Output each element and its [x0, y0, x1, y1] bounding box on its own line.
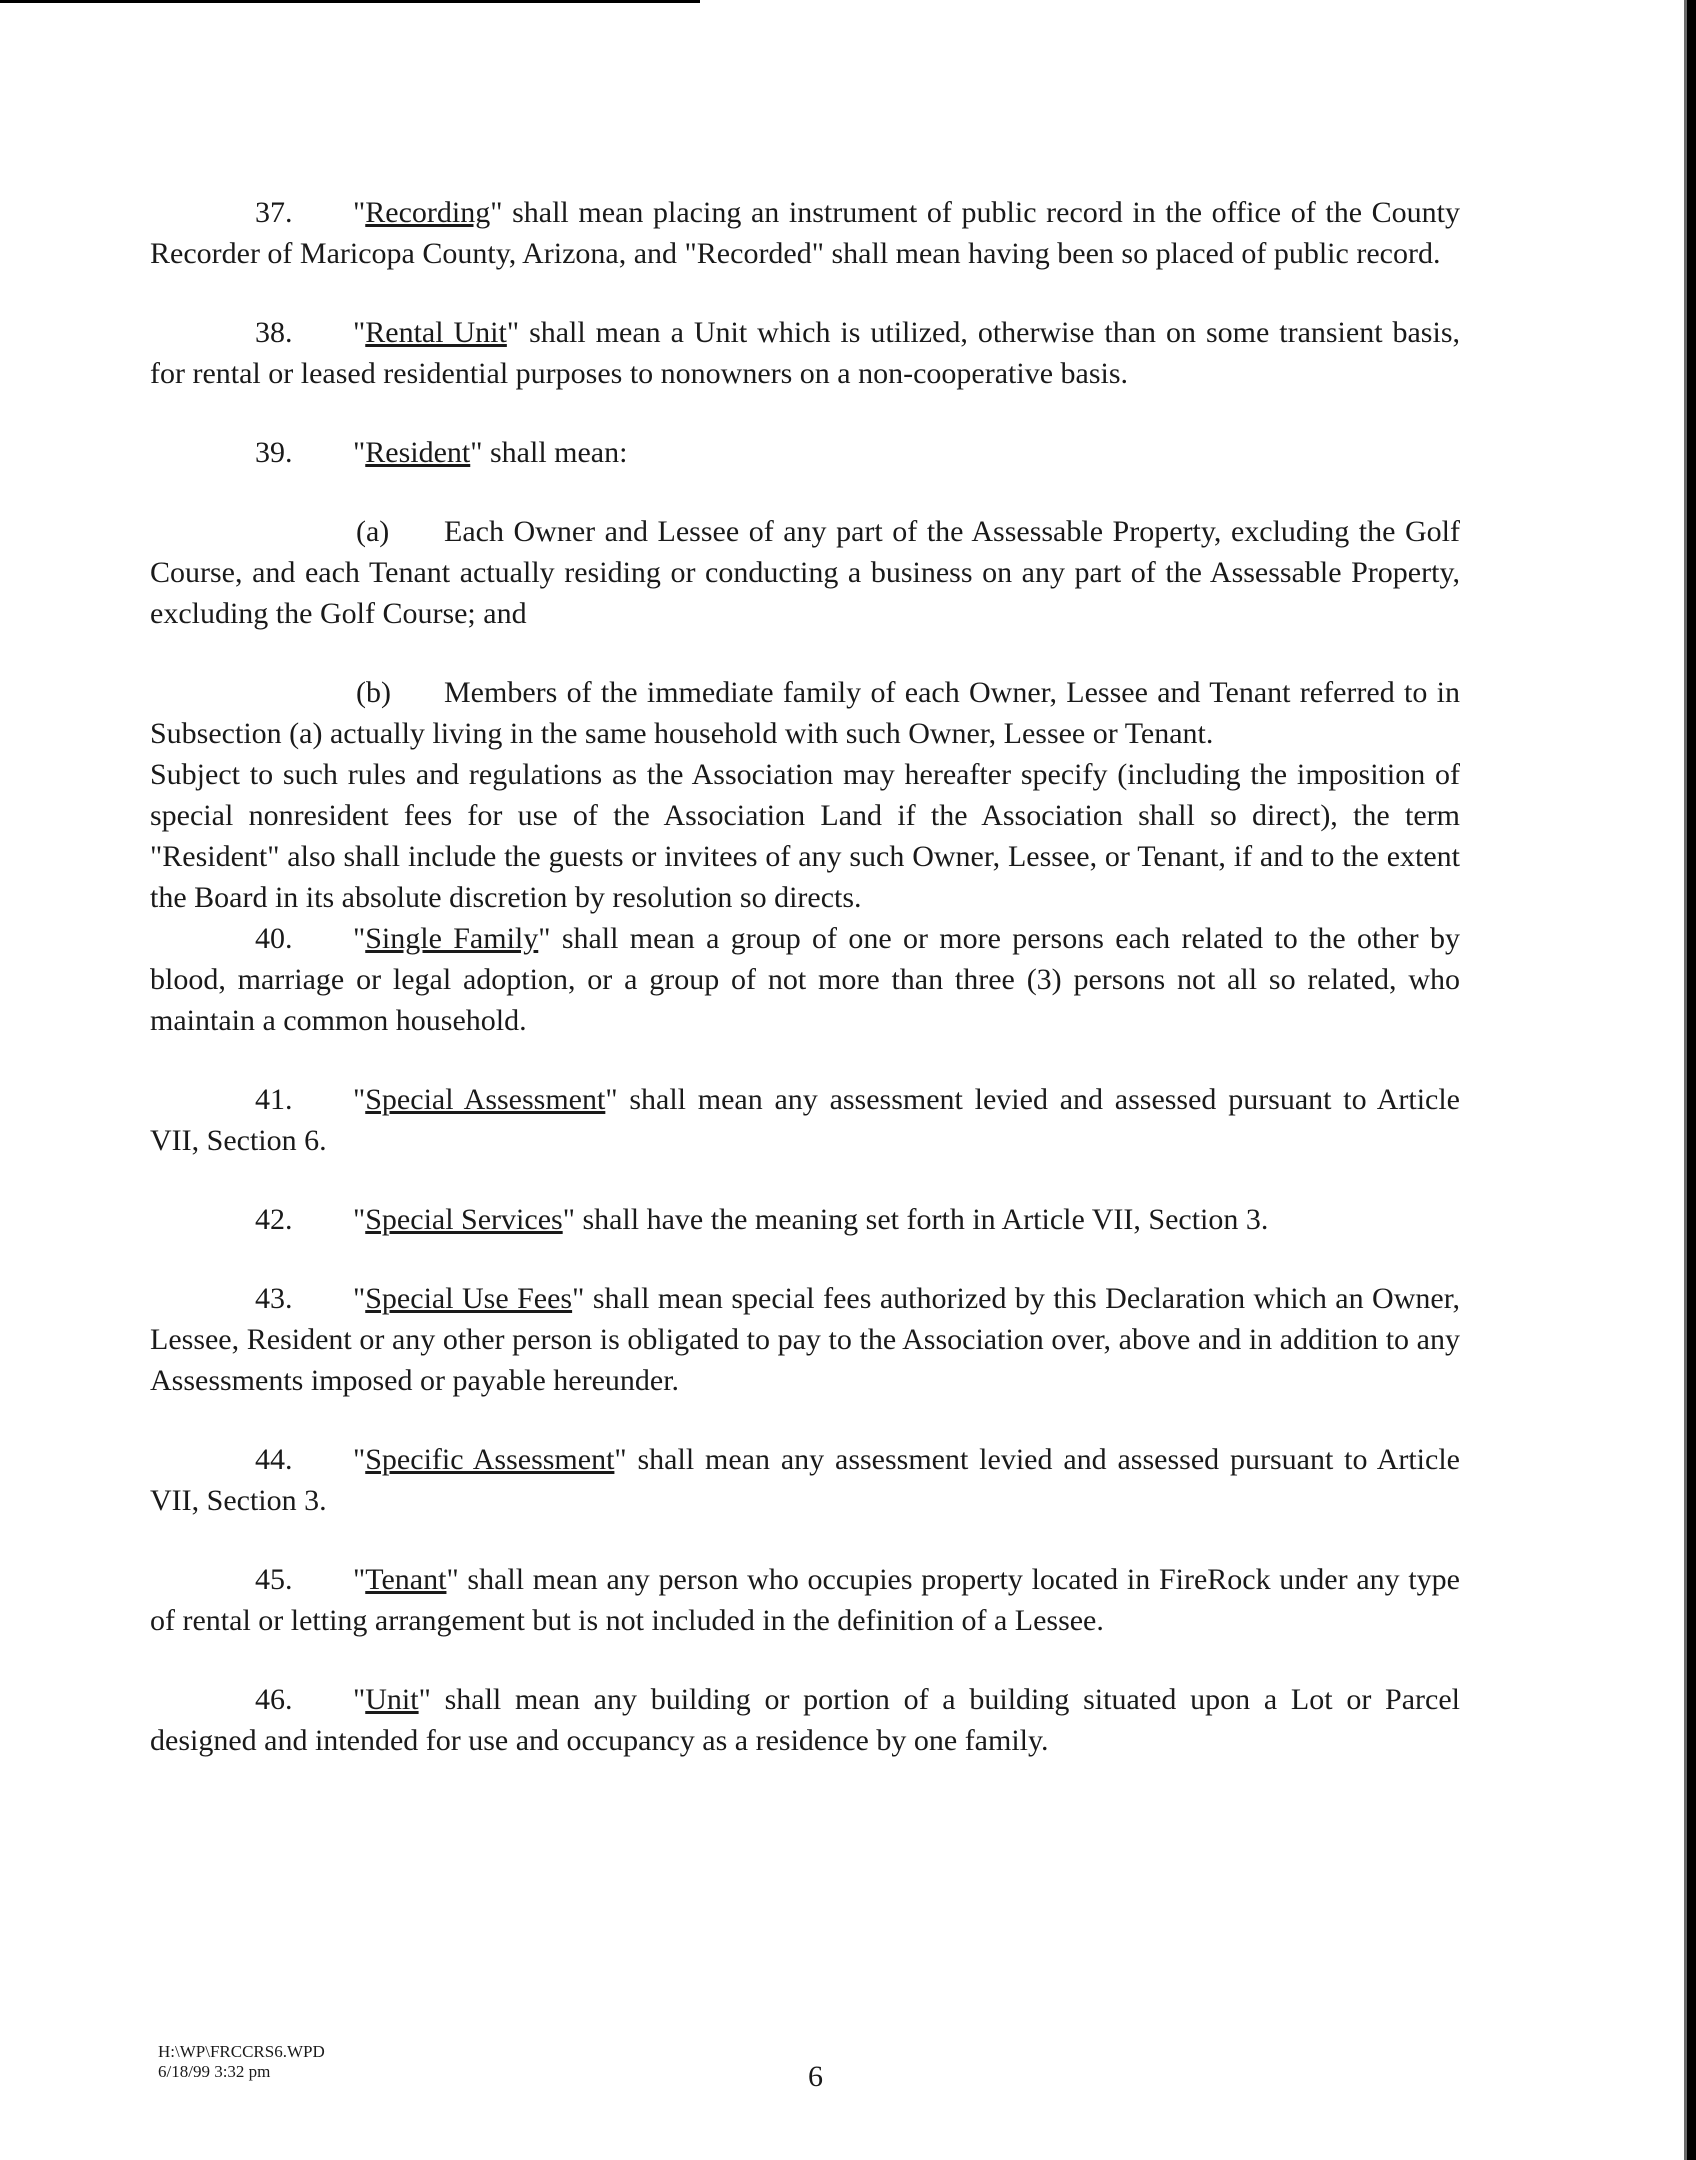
defined-term: Special Services [365, 1203, 563, 1236]
definition-text: shall mean special fees authorized by this Declaration which an Owner, Lessee, Resident or any other person is obligated to pay to the Association over, above and in addition to any Assessments imposed or payable hereunder. [150, 1282, 1460, 1397]
defined-term: Resident [365, 436, 471, 469]
paragraph-number: 44. [255, 1443, 293, 1476]
defined-term: Recording [365, 196, 491, 229]
paragraph-number: 46. [255, 1683, 293, 1716]
footer-file-path: H:\WP\FRCCRS6.WPD [158, 2042, 325, 2061]
subparagraph-text: Each Owner and Lessee of any part of the Assessable Property, excluding the Golf Course, and each Tenant actually residing or conducting a business on any part of the Assessable Property, excluding the Golf Course; and [150, 515, 1460, 630]
definition-text: shall mean any assessment levied and assessed pursuant to Article VII, Section 3. [150, 1443, 1460, 1517]
paragraph-number: 38. [255, 316, 293, 349]
definition-text: shall mean placing an instrument of public record in the office of the County Recorder of Maricopa County, Arizona, and "Recorded" shall mean having been so placed of public record. [150, 196, 1460, 270]
subparagraph-text: Members of the immediate family of each Owner, Lessee and Tenant referred to in Subsection (a) actually living in the same household with such Owner, Lessee or Tenant. [150, 676, 1460, 750]
defined-term: Single Family [365, 922, 539, 955]
page-number: 6 [808, 2060, 823, 2093]
definition-paragraph: 43. "Special Use Fees" shall mean special fees authorized by this Declaration which an Owner, Lessee, Resident or any other person is obligated to pay to the Association over, above and in addition to any Assessments imposed or payable hereunder. [150, 1278, 1460, 1401]
defined-term: Specific Assessment [365, 1443, 615, 1476]
paragraph-number: 42. [255, 1203, 293, 1236]
subparagraph [150, 672, 1460, 754]
paragraph-number: 45. [255, 1563, 293, 1596]
definition-paragraph: 44. "Specific Assessment" shall mean any assessment levied and assessed pursuant to Article VII, Section 3. [150, 1439, 1460, 1521]
definition-text: shall mean any assessment levied and assessed pursuant to Article VII, Section 6. [150, 1083, 1460, 1157]
definition-text: shall mean a Unit which is utilized, otherwise than on some transient basis, for rental or leased residential purposes to nonowners on a non-cooperative basis. [150, 316, 1460, 390]
definition-text: shall mean any person who occupies property located in FireRock under any type of rental or letting arrangement but is not included in the definition of a Lessee. [150, 1563, 1460, 1637]
footer-file-info [158, 2042, 325, 2082]
paragraph-number: 43. [255, 1282, 293, 1315]
definition-paragraph: 39. "Resident" shall mean: [150, 432, 1460, 473]
paragraph-number: 40. [255, 922, 293, 955]
scan-edge-top [0, 0, 700, 3]
paragraph-number: 39. [255, 436, 293, 469]
subparagraph [150, 511, 1460, 634]
definition-paragraph: 38. "Rental Unit" shall mean a Unit which is utilized, otherwise than on some transient basis, for rental or leased residential purposes to nonowners on a non-cooperative basis. [150, 312, 1460, 394]
definition-paragraph: 46. "Unit" shall mean any building or portion of a building situated upon a Lot or Parcel designed and intended for use and occupancy as a residence by one family. [150, 1679, 1460, 1761]
definition-paragraph: 37. "Recording" shall mean placing an instrument of public record in the office of the County Recorder of Maricopa County, Arizona, and "Recorded" shall mean having been so placed of public record. [150, 192, 1460, 274]
definition-paragraph: 45. "Tenant" shall mean any person who occupies property located in FireRock under any type of rental or letting arrangement but is not included in the definition of a Lessee. [150, 1559, 1460, 1641]
subparagraph-label: (b) [356, 676, 391, 709]
definition-paragraph: 41. "Special Assessment" shall mean any assessment levied and assessed pursuant to Article VII, Section 6. [150, 1079, 1460, 1161]
scan-edge-right [1687, 0, 1696, 2160]
paragraph-number: 37. [255, 196, 293, 229]
defined-term: Rental Unit [365, 316, 507, 349]
definition-paragraph: 40. "Single Family" shall mean a group of one or more persons each related to the other by blood, marriage or legal adoption, or a group of not more than three (3) persons not all so related, who maintain a common household. [150, 918, 1460, 1041]
defined-term: Unit [365, 1683, 419, 1716]
definition-text: shall mean: [482, 436, 628, 469]
defined-term: Tenant [365, 1563, 447, 1596]
paragraph-number: 41. [255, 1083, 293, 1116]
document-body [150, 192, 1460, 1799]
footer-timestamp: 6/18/99 3:32 pm [158, 2062, 271, 2081]
definition-text: shall mean any building or portion of a building situated upon a Lot or Parcel designed and intended for use and occupancy as a residence by one family. [150, 1683, 1460, 1757]
subparagraph-label: (a) [356, 515, 390, 548]
defined-term: Special Assessment [365, 1083, 606, 1116]
definition-text: shall mean a group of one or more persons each related to the other by blood, marriage or legal adoption, or a group of not more than three (3) persons not all so related, who maintain a common household. [150, 922, 1460, 1037]
resident-note: Subject to such rules and regulations as the Association may hereafter specify (including the imposition of special nonresident fees for use of the Association Land if the Association shall so direct), the term "Resident" also shall include the guests or invitees of any such Owner, Lessee, or Tenant, if and to the extent the Board in its absolute discretion by resolution so directs. [150, 758, 1460, 914]
defined-term: Special Use Fees [365, 1282, 573, 1315]
definition-text: shall have the meaning set forth in Article VII, Section 3. [574, 1203, 1269, 1236]
definition-paragraph: 42. "Special Services" shall have the meaning set forth in Article VII, Section 3. [150, 1199, 1460, 1240]
